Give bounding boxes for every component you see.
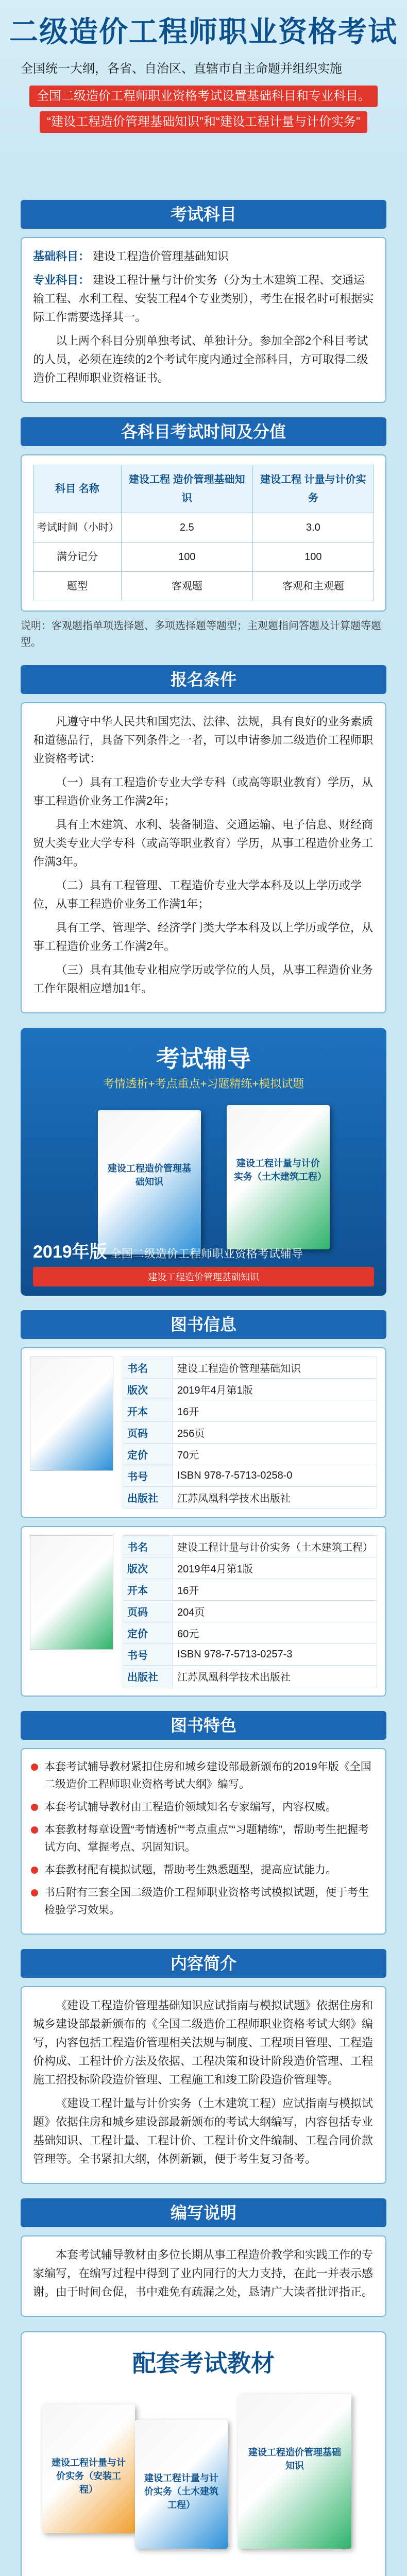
- editor-note-text: 本套考试辅导教材由多位长期从事工程造价教学和实践工作的专家编写，在编写过程中得到了业内同行的大力支持，在此一并表示感谢。由于时间仓促，书中难免有疏漏之处，恳请广大读者批评指正。: [33, 2248, 374, 2298]
- feature-text: 本套教材每章设置“考情透析”“考点重点”“习题精练”，帮助考生把握考试方向、掌握考点、巩固知识。: [44, 1824, 369, 1853]
- section-book-info: 图书信息: [21, 1310, 386, 1339]
- table-header: 科目 名称: [33, 465, 122, 513]
- apply-paragraph: 凡遵守中华人民共和国宪法、法律、法规，具有良好的业务素质和道德品行，具备下列条件之一者，可以申请参加二级造价工程师职业资格考试：: [33, 715, 374, 765]
- bullet-icon: [31, 1867, 38, 1874]
- info-value: 江苏凤凰科学技术出版社: [173, 1666, 377, 1687]
- content-intro-box: [21, 1986, 386, 2184]
- table-row: [123, 1644, 377, 1666]
- table-header-row: [33, 465, 374, 513]
- table-row: [123, 1622, 377, 1644]
- table-cell: 客观题: [121, 572, 252, 601]
- base-subject-line: [33, 247, 374, 266]
- info-key: 定价: [123, 1444, 173, 1465]
- info-key: 出版社: [123, 1487, 173, 1509]
- bullet-icon: [31, 1826, 38, 1834]
- info-key: 书号: [123, 1465, 173, 1487]
- table-row: [123, 1487, 377, 1509]
- table-header: 建设工程 造价管理基础知识: [121, 465, 252, 513]
- book-cover: [238, 2394, 351, 2549]
- feature-text: 书后附有三套全国二级造价工程师职业资格考试模拟试题，便于考生检验学习效果。: [44, 1887, 369, 1916]
- book-cover: [98, 1110, 201, 1255]
- exam-table-box: [21, 454, 386, 612]
- table-row: [123, 1579, 377, 1601]
- info-key: 书名: [123, 1536, 173, 1557]
- table-row: [123, 1536, 377, 1557]
- info-value: 60元: [173, 1622, 377, 1644]
- info-value: ISBN 978-7-5713-0258-0: [173, 1465, 377, 1487]
- info-value: 70元: [173, 1444, 377, 1465]
- promo2-title: 配套考试教材: [132, 2350, 275, 2377]
- content-paragraph: 《建设工程造价管理基础知识应试指南与模拟试题》依据住房和城乡建设部最新颁布的《全国二级造价工程师职业资格考试大纲》编写，内容包括工程造价管理相关法规与制度、工程项目管理、工程造价构成、工程计价方法及依据、工程决策和设计阶段造价管理、工程施工招投标阶段造价管理、工程施工和竣工阶段造价管理等。: [33, 1999, 374, 2086]
- promo-badge: 建设工程造价管理基础知识: [33, 1267, 374, 1286]
- info-key: 版次: [123, 1557, 173, 1579]
- intro-text: 全国统一大纲，各省、自治区、直辖市自主命题并组织实施: [21, 62, 342, 76]
- table-cell: 2.5: [121, 513, 252, 543]
- promo-banner-2: [21, 2331, 386, 2576]
- section-exam-subjects: 考试科目: [21, 200, 386, 229]
- info-key: 书号: [123, 1644, 173, 1666]
- section-content-intro: 内容简介: [21, 1949, 386, 1978]
- book-cover: [42, 2404, 135, 2533]
- major-label: 专业科目：: [33, 274, 90, 286]
- bullet-icon: [31, 1764, 38, 1771]
- table-cell: 100: [121, 543, 252, 572]
- section-exam-table: 各科目考试时间及分值: [21, 417, 386, 446]
- table-note: 说明：客观题指单项选择题、多项选择题等题型；主观题指问答题及计算题等题型。: [21, 620, 381, 648]
- table-row: [123, 1444, 377, 1465]
- book-cover-title: 建设工程造价管理基础知识: [108, 1163, 191, 1187]
- major-subject-line: [33, 271, 374, 327]
- book-cover: [227, 1105, 330, 1249]
- book-cover-title: 建设工程计量与计价实务（土木建筑工程）: [234, 1158, 327, 1182]
- features-box: [21, 1748, 386, 1935]
- book-cover-title: 建设工程计量与计价实务（安装工程）: [52, 2458, 126, 2495]
- book-thumbnail: [30, 1535, 113, 1650]
- apply-paragraph: （三）具有其他专业相应学历或学位的人员，从事工程造价业务工作年限相应增加1年。: [33, 963, 374, 995]
- table-row: [123, 1400, 377, 1422]
- info-key: 页码: [123, 1601, 173, 1622]
- major-text: 建设工程计量与计价实务（分为土木建筑工程、交通运输工程、水利工程、安装工程4个专业类别），考生在报名时可根据实际工作需要选择其一。: [33, 274, 374, 324]
- table-row: [123, 1666, 377, 1687]
- table-row: [123, 1465, 377, 1487]
- promo-year: 2019年版: [33, 1242, 107, 1262]
- book-thumbnail: [30, 1357, 113, 1471]
- info-value: 建设工程计量与计价实务（土木建筑工程）: [173, 1536, 377, 1557]
- table-row: [33, 513, 374, 543]
- apply-box: [21, 702, 386, 1013]
- book-info-table: [123, 1535, 377, 1687]
- section-features: 图书特色: [21, 1711, 386, 1740]
- base-label: 基础科目：: [33, 250, 90, 263]
- book-info-card: [21, 1347, 386, 1518]
- info-key: 书名: [123, 1357, 173, 1379]
- book-cover-title: 建设工程造价管理基础知识: [248, 2447, 341, 2471]
- info-value: 204页: [173, 1601, 377, 1622]
- info-key: 定价: [123, 1622, 173, 1644]
- page-title: 二级造价工程师职业资格考试: [9, 15, 398, 48]
- info-value: 2019年4月第1版: [173, 1379, 377, 1400]
- info-value: 16开: [173, 1579, 377, 1601]
- info-value: ISBN 978-7-5713-0257-3: [173, 1644, 377, 1666]
- apply-paragraph: 具有工学、管理学、经济学门类大学本科及以上学历或学位，从事工程造价业务工作满2年。: [33, 921, 374, 953]
- table-cell: 题型: [33, 572, 122, 601]
- book-info-card: [21, 1526, 386, 1697]
- feature-item: [31, 1861, 376, 1879]
- feature-text: 本套教材配有模拟试题，帮助考生熟悉题型，提高应试能力。: [44, 1864, 336, 1876]
- exam-subjects-box: [21, 237, 386, 403]
- feature-text: 本套考试辅导教材由工程造价领域知名专家编写，内容权威。: [44, 1801, 336, 1813]
- info-key: 开本: [123, 1400, 173, 1422]
- info-key: 出版社: [123, 1666, 173, 1687]
- promo-year-line: [33, 1238, 374, 1263]
- editor-note-box: [21, 2235, 386, 2317]
- info-value: 江苏凤凰科学技术出版社: [173, 1487, 377, 1509]
- table-row: [123, 1379, 377, 1400]
- promo-subtitle: 考情透析+考点重点+习题精练+模拟试题: [103, 1077, 304, 1090]
- apply-paragraph: （二）具有工程管理、工程造价专业大学本科及以上学历或学位，从事工程造价业务工作满1年；: [33, 879, 362, 910]
- table-cell: 满分记分: [33, 543, 122, 572]
- table-row: [33, 543, 374, 572]
- table-row: [123, 1601, 377, 1622]
- promo-series: 全国二级造价工程师职业资格考试辅导: [110, 1247, 303, 1260]
- info-value: 建设工程造价管理基础知识: [173, 1357, 377, 1379]
- apply-paragraph: 具有土木建筑、水利、装备制造、交通运输、电子信息、财经商贸大类专业大学专科（或高等职业教育）学历，从事工程造价业务工作满3年。: [33, 818, 374, 868]
- table-cell: 3.0: [252, 513, 374, 543]
- highlight-1: 全国二级造价工程师职业资格考试设置基础科目和专业科目。: [29, 86, 378, 107]
- highlight-2: “建设工程造价管理基础知识”和“建设工程计量与计价实务”: [40, 111, 367, 133]
- feature-item: [31, 1758, 376, 1793]
- table-row: [123, 1557, 377, 1579]
- content-paragraph: 《建设工程计量与计价实务（土木建筑工程）应试指南与模拟试题》依据住房和城乡建设部最新颁布的考试大纲编写，内容包括专业基础知识、工程计量、工程计价、工程计价文件编制、工程合同价款管理等。全书紧扣大纲，体例新颖，便于考生复习备考。: [33, 2097, 374, 2165]
- section-apply: 报名条件: [21, 665, 386, 694]
- info-key: 页码: [123, 1422, 173, 1444]
- info-value: 2019年4月第1版: [173, 1557, 377, 1579]
- info-value: 16开: [173, 1400, 377, 1422]
- info-key: 开本: [123, 1579, 173, 1601]
- header: [0, 0, 407, 185]
- apply-paragraph: （一）具有工程造价专业大学专科（或高等职业教育）学历，从事工程造价业务工作满2年；: [33, 776, 374, 807]
- info-key: 版次: [123, 1379, 173, 1400]
- table-row: [123, 1422, 377, 1444]
- exam-table: [33, 465, 374, 601]
- book-cover: [135, 2420, 228, 2549]
- table-cell: 考试时间（小时）: [33, 513, 122, 543]
- book-info-table: [123, 1357, 377, 1509]
- table-cell: 100: [252, 543, 374, 572]
- base-text: 建设工程造价管理基础知识: [93, 250, 229, 263]
- feature-text: 本套考试辅导教材紧扣住房和城乡建设部最新颁布的2019年版《全国二级造价工程师职业资格考试大纲》编写。: [44, 1761, 371, 1790]
- highlight-row: [21, 83, 386, 135]
- feature-item: [31, 1799, 376, 1816]
- promo-title: 考试辅导: [156, 1045, 251, 1072]
- table-cell: 客观和主观题: [252, 572, 374, 601]
- bullet-icon: [31, 1889, 38, 1896]
- promo-banner: [21, 1028, 386, 1296]
- exam-paragraph: 以上两个科目分别单独考试、单独计分。参加全部2个科目考试的人员，必须在连续的2个考试年度内通过全部科目，方可取得二级造价工程师职业资格证书。: [33, 334, 368, 384]
- info-value: 256页: [173, 1422, 377, 1444]
- table-header: 建设工程 计量与计价实务: [252, 465, 374, 513]
- feature-item: [31, 1884, 376, 1919]
- table-row: [123, 1357, 377, 1379]
- bullet-icon: [31, 1804, 38, 1811]
- table-row: [33, 572, 374, 601]
- feature-item: [31, 1821, 376, 1856]
- book-cover-title: 建设工程计量与计价实务（土木建筑工程）: [144, 2473, 218, 2510]
- section-editor-note: 编写说明: [21, 2198, 386, 2227]
